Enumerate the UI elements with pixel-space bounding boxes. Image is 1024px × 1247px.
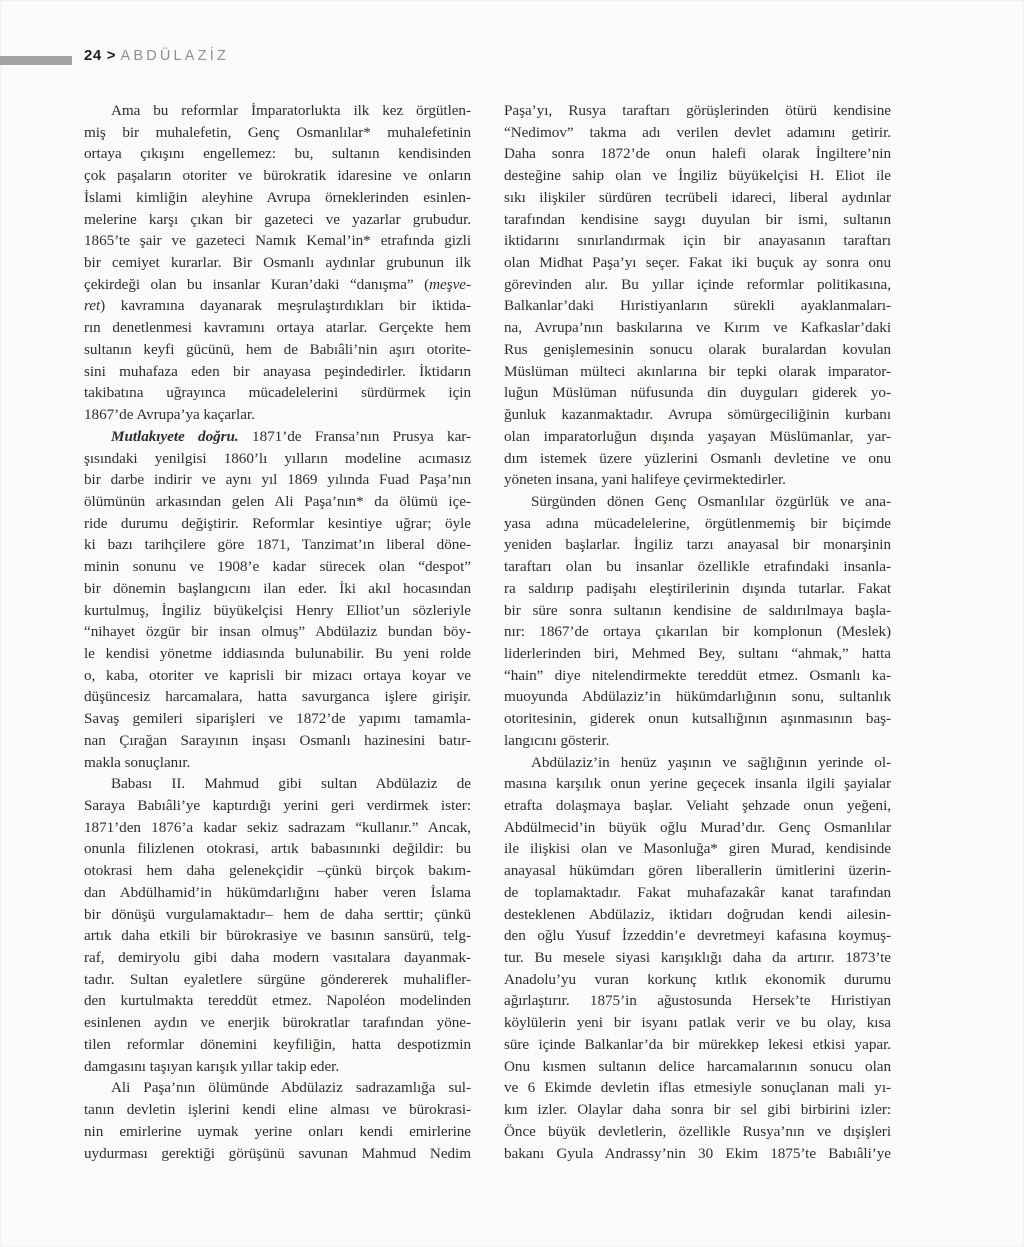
text-line: etrafta dolaşmaya başlar. Veliaht şehzade onun yeğeni,	[504, 797, 891, 814]
text-line: olan Midhat Paşa’yı seçer. Fakat iki buçuk ay sonra onu	[504, 254, 891, 272]
text-line: den oğlu Yusuf İzzeddin’e devretmeyi kafasına koymuş-	[504, 927, 891, 945]
text-line: tilen reformlar dönemini keyfiliğin, hatta despotizmin	[84, 1035, 471, 1053]
text-line: iktidarını sınırlandırmak için bir anayasanın taraftarı	[504, 232, 891, 250]
text-line: görevinden alır. Bu yıllar içinde reformlar politikasına,	[504, 275, 891, 293]
page-title: ABDÜLAZİZ	[120, 48, 230, 64]
text-line: sıkı ilişkiler sürdüren tecrübeli idareci, liberal aydınlar	[504, 188, 891, 206]
text-line	[84, 274, 471, 296]
text-line: tarafından kendisine saygı duyulan bir ismi, sultanın	[504, 210, 891, 228]
text-line: otokrasi hem daha gelenekçidir –çünkü birçok bakım-	[84, 862, 471, 880]
text-line: düşüncesiz harcamalara, hatta savurganca işlere girişir.	[84, 688, 471, 706]
text-line: uydurması gerektiği görüşünü savunan Mahmud Nedim	[84, 1144, 471, 1162]
text-line: 1865’te şair ve gazeteci Namık Kemal’in* etrafında gizli	[84, 232, 471, 250]
text-line: dan Abdülhamid’in hükümdarlığını haber veren İslama	[84, 883, 471, 901]
text-line: liderlerinden biri, Mehmed Bey, sultanı “ahmak,” hatta	[504, 644, 891, 662]
text-line: 1867’de Avrupa’ya kaçarlar.	[84, 406, 255, 424]
text-line: bakanı Gyula Andrassy’nin 30 Ekim 1875’te Babıâli’ye	[504, 1144, 891, 1162]
text-line: luğun Müslüman nüfusunda din duyguları giderek yo-	[504, 384, 891, 402]
text-line: sini muhafaza eden bir anayasa peşindedirler. İktidarın	[84, 362, 471, 380]
text-line: Balkanlar’daki Hıristiyanların sürekli ayaklanmaları-	[504, 297, 891, 315]
text-line: nan Çırağan Sarayının inşası Osmanlı hazinesini batır-	[84, 731, 471, 749]
text-segment: 1871’de Fransa’nın Prusya kar-	[238, 427, 471, 445]
styled-text-segment: Mutlakıyete doğru.	[111, 427, 239, 445]
text-line: “hain” diye nitelendirmekte tereddüt etmez. Osmanlı ka-	[504, 666, 891, 684]
text-line: Ama bu reformlar İmparatorlukta ilk kez örgütlen-	[111, 102, 471, 119]
text-line: bir dönüşü vurgulamaktadır– hem de daha serttir; çünkü	[84, 905, 471, 923]
text-line: muoyunda Abdülaziz’in hükümdarlığının sonu, sultanlık	[504, 688, 891, 706]
text-column-right	[504, 100, 891, 1164]
text-line: Ali Paşa’nın ölümünde Abdülaziz sadrazamlığa sul-	[111, 1079, 471, 1097]
text-line: İslami kimliğin aleyhine Avrupa örneklerinden esinlen-	[84, 188, 471, 206]
text-line: şısındaki yenilgisi 1860’lı yılların modeline acımasız	[84, 449, 471, 467]
text-line: Paşa’yı, Rusya taraftarı görüşlerinden ötürü kendisine	[504, 102, 891, 119]
text-line: Babası II. Mahmud gibi sultan Abdülaziz de	[111, 775, 471, 793]
text-column-left	[84, 100, 471, 1164]
text-segment: ) kavramına dayanarak meşrulaştırdıkları bir iktida-	[100, 297, 471, 315]
text-line: anayasal hükümdarı gören liberallerin ümitlerini üzerin-	[504, 862, 891, 880]
text-line	[84, 426, 471, 448]
text-line: makla sonuçlanır.	[84, 753, 191, 771]
text-line: Müslüman mülteci akınlarına bir tepki olarak imparator-	[504, 362, 891, 380]
text-line: raf, demiryolu gibi daha modern vasıtalara dayanmak-	[84, 949, 471, 967]
text-line: artık daha etkili bir bürokrasiye ve basının sansürü, telg-	[84, 927, 471, 945]
text-line: miş bir muhalefetin, Genç Osmanlılar* muhalefetinin	[84, 123, 471, 141]
text-line: nır: 1867’de ortaya çıkarılan bir komplonun (Meslek)	[504, 623, 891, 641]
text-line: melerine karşı çıkan bir gazeteci ve yazarlar grubudur.	[84, 210, 471, 228]
text-line: le kendisi yönetme iddiasında bulunabilir. Bu yeni rolde	[84, 644, 471, 662]
text-line: ortaya çıkışını engellemez: bu, sultanın kendisinden	[84, 145, 471, 163]
text-line: ride durumu değiştirir. Reformlar kesintiye uğrar; öyle	[84, 514, 471, 532]
text-line: desteğine sahip olan ve İngiliz büyükelçisi H. Eliot ile	[504, 167, 891, 185]
text-line: damgasını taşıyan karışık yıllar takip eder.	[84, 1057, 340, 1075]
text-body	[84, 100, 891, 1164]
text-line: esinlenen aydın ve enerjik bürokratlar tarafından yöne-	[84, 1014, 471, 1032]
styled-text-segment: meşve-	[429, 275, 471, 293]
text-line: Daha sonra 1872’de onun halefi olarak İngiltere’nin	[504, 145, 891, 163]
text-line: minin sonunu ve 1908’e kadar sürecek olan “despot”	[84, 558, 471, 576]
text-line: çok paşaların otoriter ve bürokratik idaresine ve onların	[84, 167, 471, 185]
text-line: Anadolu’yu vuran korkunç kıtlık ekonomik durumu	[504, 970, 891, 988]
text-line: yeniden başlarlar. İngiliz tarzı anayasal bir monarşinin	[504, 536, 891, 554]
text-line: yöneten insana, yani halifeye çevirmektedirler.	[504, 471, 786, 489]
text-line: rın denetlenmesi kavramını ortaya atarlar. Gerçekte hem	[84, 319, 471, 337]
text-line: kım izler. Olaylar daha sonra bir sel gibi birbirini izler:	[504, 1101, 891, 1119]
text-line: köylülerin yeni bir isyanı patlak verir ve bu olay, kısa	[504, 1014, 891, 1032]
text-line: den kurtulmakta tereddüt etmez. Napoléon modelinden	[84, 992, 471, 1010]
text-line: 1871’den 1876’a kadar sekiz sadrazam “kullanır.” Ancak,	[84, 818, 471, 836]
running-header	[84, 47, 229, 65]
text-line: Sürgünden dönen Genç Osmanlılar özgürlük ve ana-	[531, 492, 891, 510]
text-line: Saraya Babıâli’ye kaptırdığı yerini geri verdirmek ister:	[84, 797, 471, 814]
text-segment: çekirdeği olan bu insanlar Kuran’daki “danışma” (	[84, 275, 430, 293]
text-line: nin emirlerine uymak yerine onları kendi emirlerine	[84, 1122, 471, 1140]
text-line: ve 6 Ekimde devletin iflas etmesiyle sonuçlanan mali yı-	[504, 1079, 891, 1097]
text-line: Onu kısmen sultanın delice harcamalarının sonucu olan	[504, 1057, 891, 1075]
text-line: na, Avrupa’nın baskılarına ve Kırım ve Kafkaslar’daki	[504, 319, 891, 337]
text-line: onunla filizlenen otokrasi, artık babasınınki değildir: bu	[84, 840, 471, 858]
text-line	[84, 295, 471, 317]
text-line: masına karşılık onun yerine geçecek insanla ilgili şayialar	[504, 775, 891, 793]
page-number: 24	[84, 47, 102, 64]
text-line: langıcını gösterir.	[504, 731, 610, 749]
header-separator-icon: >	[106, 47, 116, 64]
text-line: tadır. Sultan eyaletlere sürgüne göndererek muhalifler-	[84, 970, 471, 988]
header-rule	[0, 56, 72, 65]
text-line: taraftarı olan bu insanlar özellikle etrafındaki insanla-	[504, 558, 891, 576]
text-line: tur. Bu mesele siyasi karışıklığı daha da artırır. 1873’te	[504, 949, 891, 967]
text-line: “nihayet özgür bir insan olmuş” Abdülaziz bundan böy-	[84, 623, 471, 641]
text-line: süre içinde Balkanlar’da bir mürekkep lekesi etkisi yapar.	[504, 1035, 891, 1053]
text-line: dım istemek üzere yüzlerini Osmanlı devletine ve onu	[504, 449, 891, 467]
styled-text-segment: ret	[84, 297, 101, 315]
text-line: Önce büyük devletlerin, özellikle Rusya’nın ve dışişleri	[504, 1122, 891, 1140]
text-line: bir dönemin başlangıcını ilan eder. İki akıl hocasından	[84, 579, 471, 597]
text-line: bir darbe indirir ve aynı yıl 1869 yılında Fuad Paşa’nın	[84, 471, 471, 489]
text-line: Savaş gemileri siparişleri ve 1872’de yapımı tamamla-	[84, 710, 471, 728]
text-line: olan imparatorluğun dışında yaşayan Müslümanlar, yar-	[504, 427, 891, 445]
text-line: Rus genişlemesinin sonucu olarak buralardan kovulan	[504, 340, 891, 358]
text-line: sultanın keyfi gücünü, hem de Babıâli’nin aşırı otorite-	[84, 340, 471, 358]
text-line: ki bazı tarihçilere göre 1871, Tanzimat’ın liberal döne-	[84, 536, 471, 554]
text-line: bir cemiyet kurarlar. Bir Osmanlı aydınlar grubunun ilk	[84, 254, 471, 272]
text-line: ağırlaştırır. 1875’in ağustosunda Hersek’te Hıristiyan	[504, 992, 891, 1010]
text-line: desteklenen Abdülaziz, iktidarı doğrudan kendi ailesin-	[504, 905, 891, 923]
text-line: ğunluk kazanmaktadır. Avrupa sömürgeciliğinin kurbanı	[504, 406, 891, 424]
text-line: kurtulmuş, İngiliz büyükelçisi Henry Elliot’un sözleriyle	[84, 601, 471, 619]
text-line: takibatına uğrayınca mücadelelerini sürdürmek için	[84, 384, 471, 402]
text-line: ra saldırıp padişahı eleştirilerinin dışında tutarlar. Fakat	[504, 579, 891, 597]
text-line: otoritesinin, giderek onun kutsallığının aşınmasının baş-	[504, 710, 891, 728]
text-line: Abdülaziz’in henüz yaşının ve sağlığının yerinde ol-	[531, 753, 891, 771]
text-line: de toplamaktadır. Fakat muhafazakâr kanat tarafından	[504, 883, 891, 901]
text-line: o, kaba, otoriter ve kaprisli bir mizacı ortaya koyar ve	[84, 666, 471, 684]
text-line: tanın devletin işlerini kendi eline alması ve bürokrasi-	[84, 1101, 471, 1119]
text-line: ölümünün arkasından gelen Ali Paşa’nın* da ölümü içe-	[84, 492, 471, 510]
text-line: bir süre sonra sultanın kendisine de saldırılmaya başla-	[504, 601, 891, 619]
text-line: Abdülmecid’in büyük oğlu Murad’dır. Genç Osmanlılar	[504, 818, 891, 836]
text-line: yasa adına mücadelelerine, örgütlenmemiş bir biçimde	[504, 514, 891, 532]
text-line: ile ilişkisi olan ve Masonluğa* giren Murad, kendisinde	[504, 840, 891, 858]
text-line: “Nedimov” takma adı verilen devlet adamını getirir.	[504, 123, 891, 141]
